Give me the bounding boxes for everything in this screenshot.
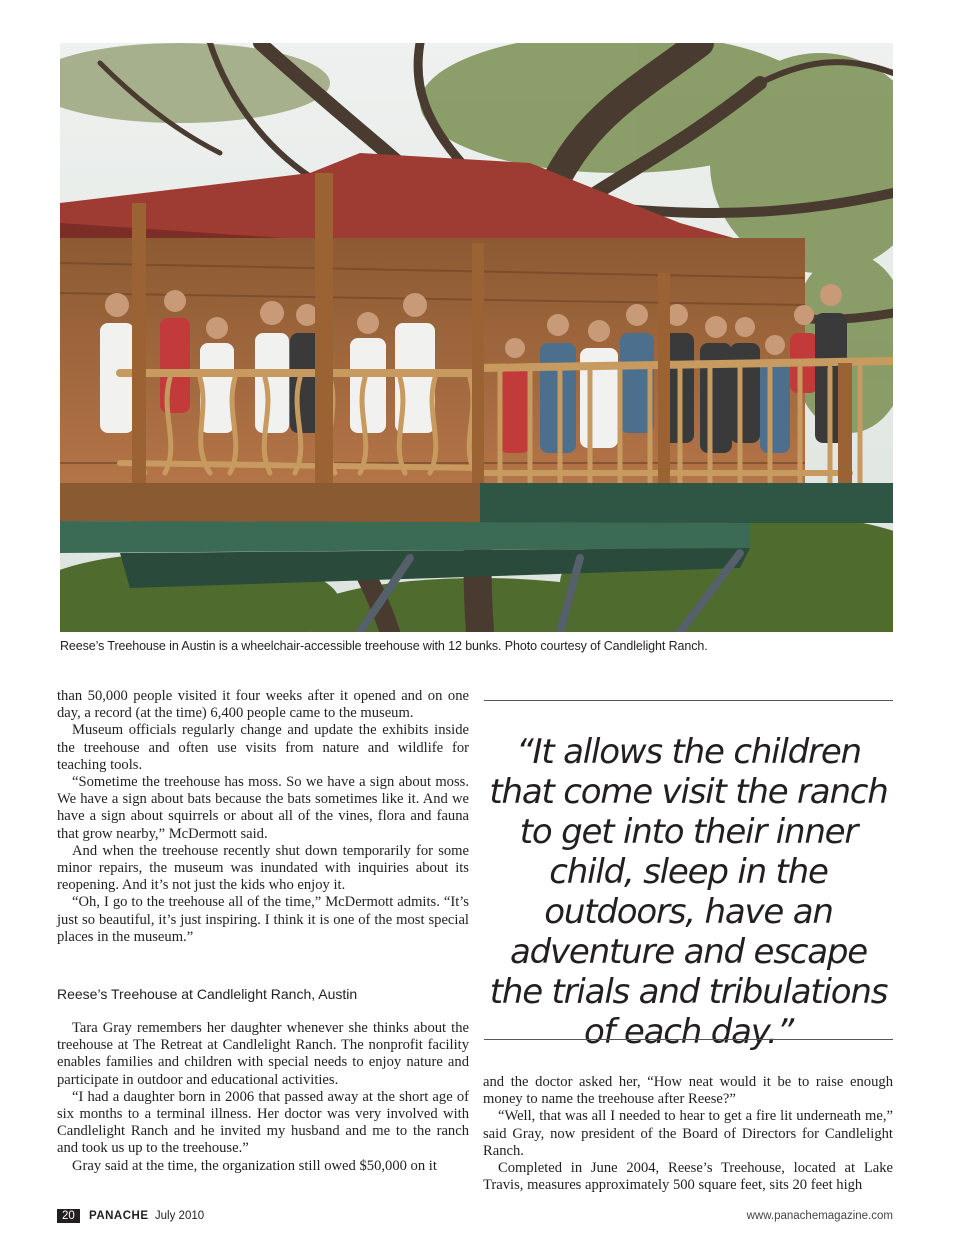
photo-caption: Reese’s Treehouse in Austin is a wheelchair-accessible treehouse with 12 bunks. Photo courtesy of Candlelight Ranch. [60, 639, 708, 653]
paragraph: “Sometime the treehouse has moss. So we have a sign about moss. We have a sign about bats because the bats sometimes like it. And we have a sign about squirrels or about all of the vines, flora and fauna that grow nearby,” McDermott said. [57, 774, 469, 842]
issue-date: July 2010 [154, 1210, 205, 1222]
publication-info [89, 1210, 204, 1222]
treehouse-photo [60, 43, 893, 632]
website-link[interactable]: www.panachemagazine.com [746, 1210, 893, 1222]
paragraph: Tara Gray remembers her daughter whenever she thinks about the treehouse at The Retreat at Candlelight Ranch. The nonprofit facility enables families and children with special needs to enjoy nature and participate in outdoor and educational activities. [57, 1020, 469, 1088]
paragraph: Completed in June 2004, Reese’s Treehouse, located at Lake Travis, measures approximately 500 square feet, sits 20 feet high [483, 1160, 893, 1194]
right-column-text [483, 1074, 893, 1194]
pull-quote: “It allows the children that come visit the ranch to get into their inner child, sleep in the outdoors, have an adventure and escape the trials and tribulations of each day.” [489, 732, 888, 1052]
paragraph: and the doctor asked her, “How neat would it be to raise enough money to name the treehouse after Reese?” [483, 1074, 893, 1108]
page-footer [57, 1209, 893, 1227]
treehouse-illustration [60, 43, 893, 632]
left-column-text-continued [57, 1020, 469, 1175]
pull-quote-top-rule [484, 700, 893, 701]
paragraph: “I had a daughter born in 2006 that passed away at the short age of six months to a terminal illness. Her doctor was very involved with Candlelight Ranch and he invited my husband and me to the ranch and took us up to the treehouse.” [57, 1088, 469, 1157]
pull-quote-bottom-rule [484, 1039, 893, 1040]
paragraph: Museum officials regularly change and update the exhibits inside the treehouse and often use visits from nature and wildlife for teaching tools. [57, 722, 469, 773]
section-subhead: Reese’s Treehouse at Candlelight Ranch, Austin [57, 986, 358, 1002]
left-column-text [57, 688, 469, 946]
paragraph: “Well, that was all I needed to hear to get a fire lit underneath me,” said Gray, now president of the Board of Directors for Candlelight Ranch. [483, 1108, 893, 1159]
page-number: 20 [57, 1209, 80, 1223]
paragraph: “Oh, I go to the treehouse all of the time,” McDermott admits. “It’s just so beautiful, it’s just inspiring. I think it is one of the most special places in the museum.” [57, 894, 469, 945]
paragraph: Gray said at the time, the organization still owed $50,000 on it [72, 1157, 437, 1174]
paragraph: And when the treehouse recently shut down temporarily for some minor repairs, the museum was inundated with inquiries about its reopening. And it’s not just the kids who enjoy it. [57, 842, 469, 894]
paragraph: than 50,000 people visited it four weeks after it opened and on one day, a record (at the time) 6,400 people came to the museum. [57, 688, 469, 722]
publication-name: PANACHE [89, 1210, 149, 1222]
